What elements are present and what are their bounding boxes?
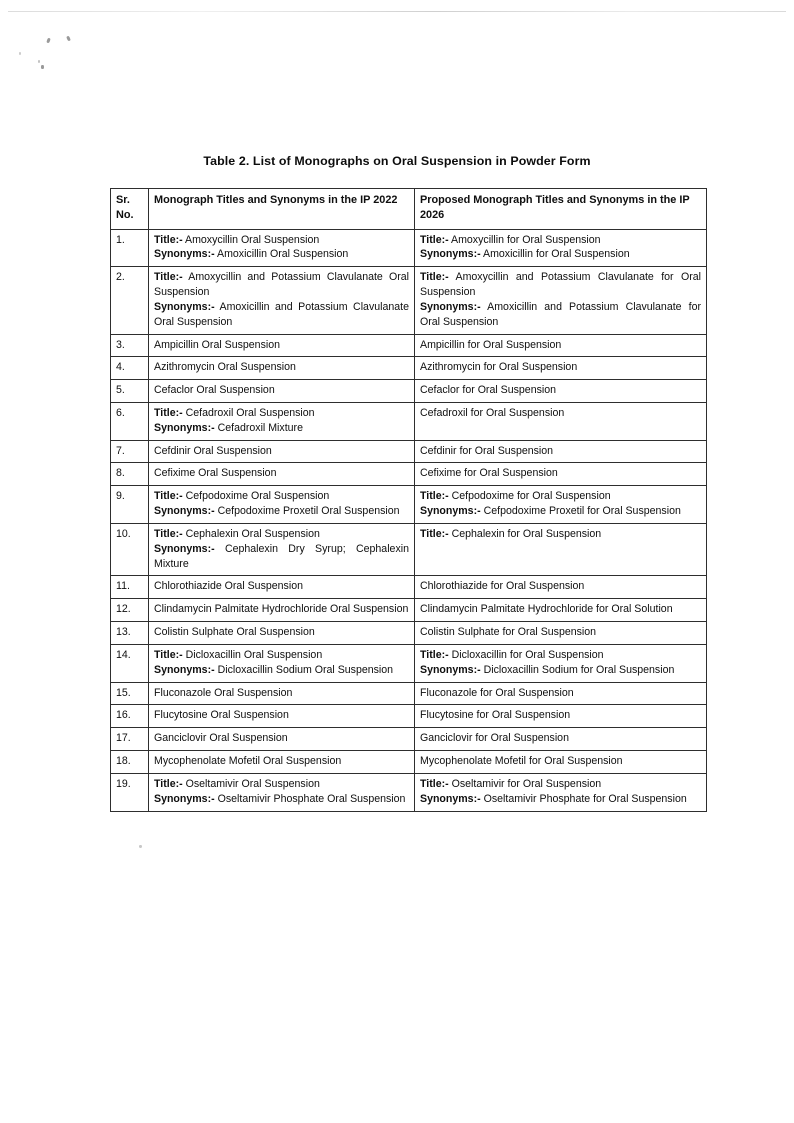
- title-label: Title:-: [154, 406, 183, 419]
- table-header-row: [111, 189, 707, 230]
- row-serial-number: 5.: [111, 380, 149, 403]
- old-plain-text: Mycophenolate Mofetil Oral Suspension: [154, 755, 342, 768]
- title-label: Title:-: [154, 233, 183, 246]
- new-plain-text: Cefaclor for Oral Suspension: [420, 384, 557, 397]
- old-synonyms-line: [154, 300, 409, 330]
- cell-ip-2022: [149, 380, 415, 403]
- old-title-text: Dicloxacillin Oral Suspension: [185, 648, 323, 661]
- cell-ip-2022: [149, 357, 415, 380]
- column-header-ip-2022: Monograph Titles and Synonyms in the IP 2022: [149, 189, 415, 230]
- cell-ip-2022: [149, 334, 415, 357]
- column-header-ip-2026: Proposed Monograph Titles and Synonyms in the IP 2026: [415, 189, 707, 230]
- table-row: [111, 644, 707, 682]
- title-label: Title:-: [420, 648, 449, 661]
- cell-ip-2026: [415, 576, 707, 599]
- old-title-line: [154, 777, 409, 792]
- old-title-text: Amoxycillin Oral Suspension: [185, 233, 320, 246]
- synonyms-label: Synonyms:-: [154, 542, 215, 555]
- old-plain-text: Cefdinir Oral Suspension: [154, 444, 272, 457]
- synonyms-label: Synonyms:-: [154, 505, 215, 518]
- synonyms-label: Synonyms:-: [154, 300, 215, 313]
- old-synonyms-text: Oseltamivir Phosphate Oral Suspension: [217, 792, 406, 805]
- old-synonyms-text: Amoxicillin and Potassium Clavulanate Oral Suspension: [154, 300, 409, 328]
- cell-ip-2026: [415, 682, 707, 705]
- new-title-text: Cefpodoxime for Oral Suspension: [451, 490, 611, 503]
- old-synonyms-line: [154, 542, 409, 572]
- new-synonyms-text: Amoxicillin and Potassium Clavulanate for Oral Suspension: [420, 300, 701, 328]
- cell-ip-2022: [149, 728, 415, 751]
- new-plain-text: Ganciclovir for Oral Suspension: [420, 732, 569, 745]
- table-row: [111, 599, 707, 622]
- row-serial-number: 7.: [111, 440, 149, 463]
- cell-ip-2026: [415, 229, 707, 267]
- new-plain-text: Flucytosine for Oral Suspension: [420, 709, 571, 722]
- cell-ip-2022: [149, 402, 415, 440]
- row-serial-number: 4.: [111, 357, 149, 380]
- scan-speck: [66, 36, 71, 42]
- row-serial-number: 10.: [111, 523, 149, 575]
- new-plain-text: Mycophenolate Mofetil for Oral Suspension: [420, 755, 623, 768]
- new-plain-text: Cefixime for Oral Suspension: [420, 467, 558, 480]
- row-serial-number: 15.: [111, 682, 149, 705]
- table-row: [111, 728, 707, 751]
- old-title-line: [154, 270, 409, 300]
- old-synonyms-line: [154, 421, 409, 436]
- old-plain-text: Chlorothiazide Oral Suspension: [154, 580, 303, 593]
- title-label: Title:-: [154, 777, 183, 790]
- synonyms-label: Synonyms:-: [420, 505, 481, 518]
- cell-ip-2022: [149, 599, 415, 622]
- scan-speck: [46, 38, 51, 44]
- scan-speck: [19, 52, 21, 55]
- old-synonyms-line: [154, 663, 409, 678]
- new-plain-text: Cefadroxil for Oral Suspension: [420, 406, 565, 419]
- cell-ip-2022: [149, 440, 415, 463]
- old-plain-text: Fluconazole Oral Suspension: [154, 686, 293, 699]
- cell-ip-2026: [415, 523, 707, 575]
- title-label: Title:-: [420, 777, 449, 790]
- new-synonyms-text: Amoxicillin for Oral Suspension: [483, 248, 630, 261]
- row-serial-number: 14.: [111, 644, 149, 682]
- table-row: [111, 402, 707, 440]
- title-label: Title:-: [420, 233, 449, 246]
- new-plain-text: Azithromycin for Oral Suspension: [420, 361, 578, 374]
- table-row: [111, 380, 707, 403]
- old-plain-text: Colistin Sulphate Oral Suspension: [154, 626, 315, 639]
- old-plain-text: Ampicillin Oral Suspension: [154, 338, 281, 351]
- table-row: [111, 486, 707, 524]
- cell-ip-2022: [149, 486, 415, 524]
- title-label: Title:-: [154, 527, 183, 540]
- new-title-line: [420, 527, 701, 542]
- old-synonyms-text: Amoxicillin Oral Suspension: [217, 248, 349, 261]
- column-header-sr-no: [111, 189, 149, 230]
- table-row: [111, 622, 707, 645]
- synonyms-label: Synonyms:-: [154, 248, 215, 261]
- scan-speck: [41, 65, 44, 69]
- table-row: [111, 751, 707, 774]
- new-title-line: [420, 777, 701, 792]
- cell-ip-2026: [415, 334, 707, 357]
- row-serial-number: 2.: [111, 267, 149, 334]
- cell-ip-2026: [415, 751, 707, 774]
- new-plain-text: Ampicillin for Oral Suspension: [420, 338, 562, 351]
- page-title: Table 2. List of Monographs on Oral Suspension in Powder Form: [203, 154, 591, 168]
- table-row: [111, 705, 707, 728]
- scan-speck: [139, 845, 142, 848]
- cell-ip-2026: [415, 440, 707, 463]
- row-serial-number: 11.: [111, 576, 149, 599]
- synonyms-label: Synonyms:-: [420, 792, 481, 805]
- synonyms-label: Synonyms:-: [420, 300, 481, 313]
- cell-ip-2022: [149, 644, 415, 682]
- cell-ip-2026: [415, 644, 707, 682]
- old-plain-text: Cefixime Oral Suspension: [154, 467, 277, 480]
- new-title-line: [420, 648, 701, 663]
- new-synonyms-line: [420, 792, 701, 807]
- new-title-text: Oseltamivir for Oral Suspension: [451, 777, 602, 790]
- table-row: [111, 357, 707, 380]
- row-serial-number: 6.: [111, 402, 149, 440]
- row-serial-number: 9.: [111, 486, 149, 524]
- monograph-table: [110, 188, 707, 812]
- row-serial-number: 18.: [111, 751, 149, 774]
- table-body: [111, 229, 707, 811]
- new-title-text: Amoxycillin and Potassium Clavulanate for Oral Suspension: [420, 271, 702, 299]
- cell-ip-2026: [415, 402, 707, 440]
- old-synonyms-text: Cephalexin Dry Syrup; Cephalexin Mixture: [154, 542, 409, 570]
- cell-ip-2026: [415, 380, 707, 403]
- new-synonyms-text: Oseltamivir Phosphate for Oral Suspension: [483, 792, 687, 805]
- cell-ip-2026: [415, 357, 707, 380]
- new-synonyms-text: Cefpodoxime Proxetil for Oral Suspension: [483, 505, 681, 518]
- old-title-line: [154, 648, 409, 663]
- new-title-line: [420, 270, 701, 300]
- table-row: [111, 334, 707, 357]
- old-plain-text: Ganciclovir Oral Suspension: [154, 732, 288, 745]
- old-title-text: Oseltamivir Oral Suspension: [185, 777, 320, 790]
- cell-ip-2022: [149, 576, 415, 599]
- row-serial-number: 13.: [111, 622, 149, 645]
- cell-ip-2026: [415, 773, 707, 811]
- table-row: [111, 523, 707, 575]
- new-plain-text: Cefdinir for Oral Suspension: [420, 444, 554, 457]
- scan-artifact-line: [8, 11, 786, 12]
- table-row: [111, 229, 707, 267]
- old-synonyms-text: Cefpodoxime Proxetil Oral Suspension: [217, 505, 400, 518]
- synonyms-label: Synonyms:-: [420, 248, 481, 261]
- new-synonyms-line: [420, 504, 701, 519]
- old-plain-text: Flucytosine Oral Suspension: [154, 709, 289, 722]
- cell-ip-2026: [415, 267, 707, 334]
- title-label: Title:-: [154, 648, 183, 661]
- old-title-line: [154, 406, 409, 421]
- new-synonyms-text: Dicloxacillin Sodium for Oral Suspension: [483, 663, 675, 676]
- old-title-text: Amoxycillin and Potassium Clavulanate Oral Suspension: [154, 271, 409, 299]
- new-plain-text: Chlorothiazide for Oral Suspension: [420, 580, 585, 593]
- new-synonyms-line: [420, 300, 701, 330]
- old-title-line: [154, 489, 409, 504]
- sr-no-line-2: No.: [116, 209, 134, 222]
- row-serial-number: 3.: [111, 334, 149, 357]
- new-title-line: [420, 489, 701, 504]
- new-title-text: Dicloxacillin for Oral Suspension: [451, 648, 604, 661]
- title-label: Title:-: [420, 527, 449, 540]
- table-row: [111, 682, 707, 705]
- sr-no-line-1: Sr.: [116, 194, 130, 206]
- cell-ip-2022: [149, 622, 415, 645]
- new-synonyms-line: [420, 247, 701, 262]
- new-plain-text: Clindamycin Palmitate Hydrochloride for Oral Solution: [420, 603, 673, 616]
- new-plain-text: Colistin Sulphate for Oral Suspension: [420, 626, 597, 639]
- scan-speck: [38, 60, 40, 63]
- cell-ip-2022: [149, 705, 415, 728]
- cell-ip-2022: [149, 773, 415, 811]
- row-serial-number: 12.: [111, 599, 149, 622]
- title-label: Title:-: [154, 490, 183, 503]
- synonyms-label: Synonyms:-: [154, 663, 215, 676]
- old-title-line: [154, 233, 409, 248]
- cell-ip-2022: [149, 267, 415, 334]
- table-row: [111, 576, 707, 599]
- old-title-text: Cephalexin Oral Suspension: [185, 527, 320, 540]
- cell-ip-2022: [149, 751, 415, 774]
- old-plain-text: Azithromycin Oral Suspension: [154, 361, 296, 374]
- cell-ip-2026: [415, 705, 707, 728]
- title-label: Title:-: [154, 271, 183, 284]
- row-serial-number: 8.: [111, 463, 149, 486]
- new-plain-text: Fluconazole for Oral Suspension: [420, 686, 574, 699]
- old-synonyms-line: [154, 247, 409, 262]
- row-serial-number: 1.: [111, 229, 149, 267]
- old-synonyms-line: [154, 504, 409, 519]
- old-title-text: Cefpodoxime Oral Suspension: [185, 490, 330, 503]
- table-header: [111, 189, 707, 230]
- old-synonyms-line: [154, 792, 409, 807]
- synonyms-label: Synonyms:-: [420, 663, 481, 676]
- row-serial-number: 17.: [111, 728, 149, 751]
- table-row: [111, 267, 707, 334]
- cell-ip-2022: [149, 682, 415, 705]
- old-title-text: Cefadroxil Oral Suspension: [185, 406, 315, 419]
- new-title-text: Amoxycillin for Oral Suspension: [451, 233, 601, 246]
- synonyms-label: Synonyms:-: [154, 421, 215, 434]
- cell-ip-2026: [415, 486, 707, 524]
- cell-ip-2026: [415, 622, 707, 645]
- cell-ip-2026: [415, 463, 707, 486]
- row-serial-number: 19.: [111, 773, 149, 811]
- table-row: [111, 773, 707, 811]
- old-plain-text: Cefaclor Oral Suspension: [154, 384, 275, 397]
- title-label: Title:-: [420, 490, 449, 503]
- new-synonyms-line: [420, 663, 701, 678]
- old-synonyms-text: Cefadroxil Mixture: [217, 421, 303, 434]
- cell-ip-2022: [149, 523, 415, 575]
- cell-ip-2026: [415, 599, 707, 622]
- synonyms-label: Synonyms:-: [154, 792, 215, 805]
- table-row: [111, 463, 707, 486]
- new-title-line: [420, 233, 701, 248]
- cell-ip-2026: [415, 728, 707, 751]
- old-synonyms-text: Dicloxacillin Sodium Oral Suspension: [217, 663, 394, 676]
- old-plain-text: Clindamycin Palmitate Hydrochloride Oral Suspension: [154, 603, 409, 616]
- old-title-line: [154, 527, 409, 542]
- new-title-text: Cephalexin for Oral Suspension: [451, 527, 602, 540]
- row-serial-number: 16.: [111, 705, 149, 728]
- title-label: Title:-: [420, 271, 449, 284]
- cell-ip-2022: [149, 229, 415, 267]
- table-row: [111, 440, 707, 463]
- cell-ip-2022: [149, 463, 415, 486]
